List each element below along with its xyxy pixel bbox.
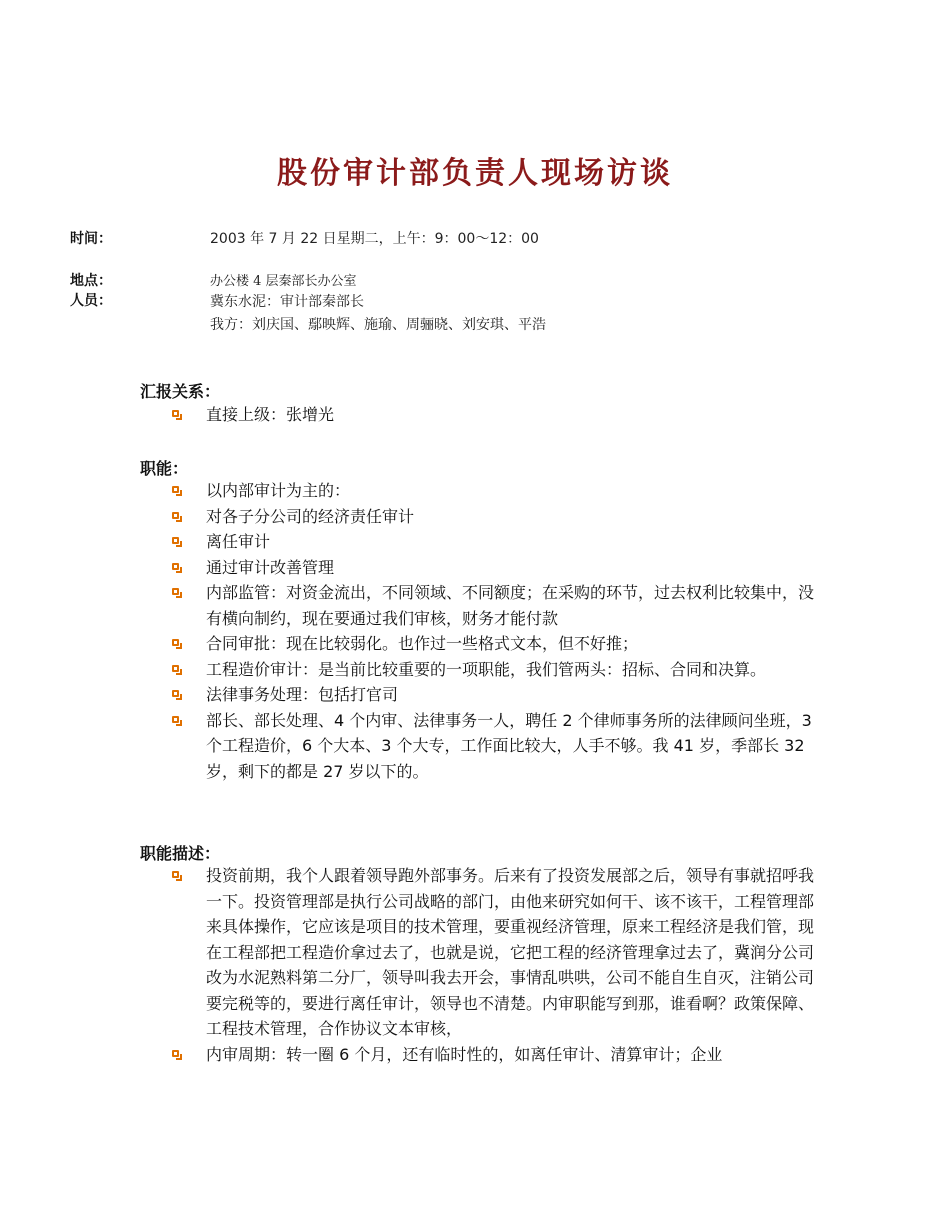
list-item: 对各子分公司的经济责任审计 <box>170 504 820 530</box>
list-item: 合同审批：现在比较弱化。也作过一些格式文本，但不好推； <box>170 631 820 657</box>
list-item: 工程造价审计：是当前比较重要的一项职能，我们管两头：招标、合同和决算。 <box>170 657 820 683</box>
list-item: 内部监管：对资金流出，不同领域、不同额度；在采购的环节，过去权利比较集中，没有横向制约，现在要通过我们审核，财务才能付款 <box>170 580 820 631</box>
time-value: 2003 年 7 月 22 日星期二，上午：9：00～12：00 <box>210 231 539 247</box>
reporting-list <box>170 402 820 428</box>
function-description-list <box>170 863 820 1067</box>
functions-list <box>170 478 820 784</box>
checkbox-bullet-icon <box>172 563 179 570</box>
time-label: 时间： <box>70 231 112 247</box>
checkbox-bullet-icon <box>172 1050 179 1057</box>
checkbox-bullet-icon <box>172 665 179 672</box>
section-heading-functions: 职能： <box>140 459 189 478</box>
list-item: 内审周期：转一圈 6 个月，还有临时性的，如离任审计、清算审计；企业 <box>170 1042 820 1068</box>
checkbox-bullet-icon <box>172 537 179 544</box>
people-value-client: 冀东水泥：审计部秦部长 <box>210 294 364 310</box>
page-title: 股份审计部负责人现场访谈 <box>277 156 673 191</box>
checkbox-bullet-icon <box>172 588 179 595</box>
checkbox-bullet-icon <box>172 512 179 519</box>
people-value-team: 我方：刘庆国、鄢映辉、施瑜、周骊晓、刘安琪、平浩 <box>210 317 546 333</box>
list-item: 投资前期，我个人跟着领导跑外部事务。后来有了投资发展部之后，领导有事就招呼我一下。投资管理部是执行公司战略的部门，由他来研究如何干、该不该干，工程管理部来具体操作，它应该是项目的技术管理，要重视经济管理，原来工程经济是我们管，现在工程部把工程造价拿过去了，也就是说，它把工程的经济管理拿过去了，冀润分公司改为水泥熟料第二分厂，领导叫我去开会，事情乱哄哄，公司不能自生自灭，注销公司要完税等的，要进行离任审计，领导也不清楚。内审职能写到那，谁看啊？政策保障、工程技术管理，合作协议文本审核， <box>170 863 820 1042</box>
people-label: 人员： <box>70 293 112 309</box>
checkbox-bullet-icon <box>172 690 179 697</box>
section-heading-reporting: 汇报关系： <box>140 382 221 401</box>
checkbox-bullet-icon <box>172 486 179 493</box>
list-item: 直接上级：张增光 <box>170 402 820 428</box>
checkbox-bullet-icon <box>172 410 179 417</box>
section-heading-function-description: 职能描述： <box>140 844 221 863</box>
list-item: 通过审计改善管理 <box>170 555 820 581</box>
checkbox-bullet-icon <box>172 871 179 878</box>
list-item: 法律事务处理：包括打官司 <box>170 682 820 708</box>
place-label: 地点： <box>70 273 112 289</box>
list-item: 部长、部长处理、4 个内审、法律事务一人，聘任 2 个律师事务所的法律顾问坐班，3 个工程造价，6 个大本、3 个大专，工作面比较大，人手不够。我 41 岁，季部长 32 岁，剩下的都是 27 岁以下的。 <box>170 708 820 785</box>
place-value: 办公楼 4 层秦部长办公室 <box>210 274 357 289</box>
checkbox-bullet-icon <box>172 716 179 723</box>
list-item: 离任审计 <box>170 529 820 555</box>
checkbox-bullet-icon <box>172 639 179 646</box>
list-item: 以内部审计为主的： <box>170 478 820 504</box>
